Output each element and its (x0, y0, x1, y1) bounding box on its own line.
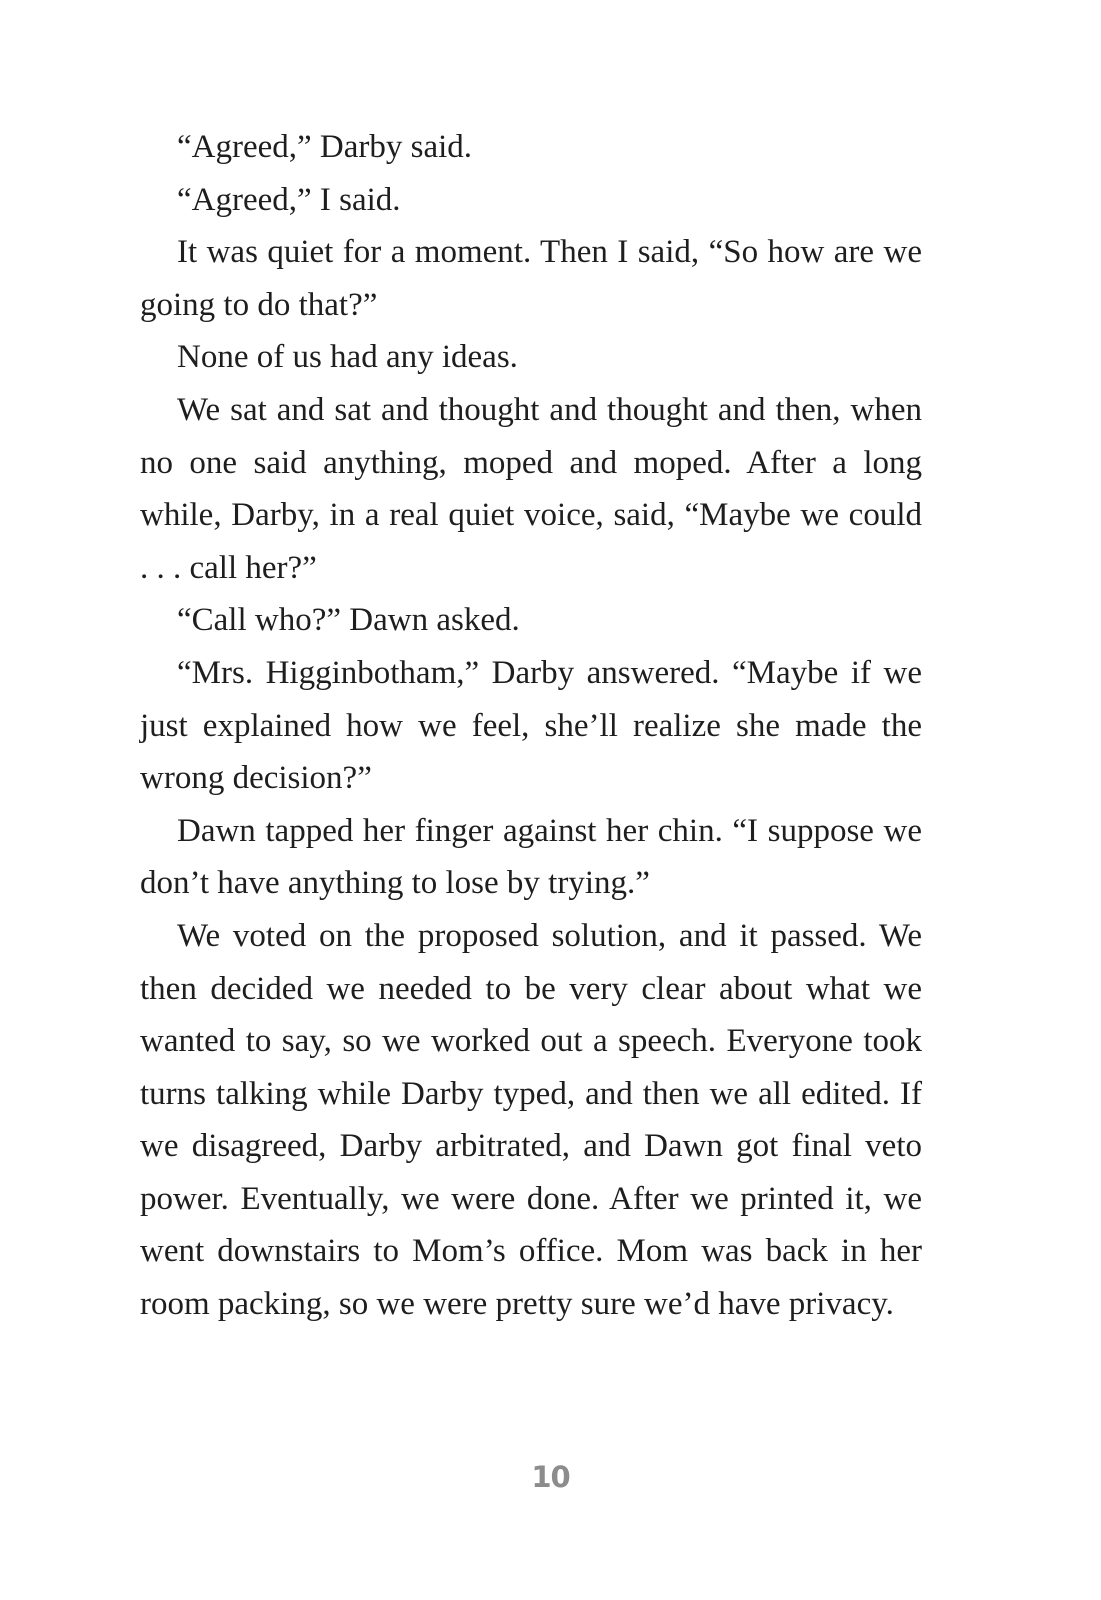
paragraph: We sat and sat and thought and thought and then, when no one said anything, moped and moped. After a long while, Darby, in a real quiet voice, said, “Maybe we could . . . call her?” (140, 391, 922, 586)
paragraph: None of us had any ideas. (177, 339, 518, 376)
paragraph: “Agreed,” I said. (177, 181, 401, 218)
paragraph: It was quiet for a moment. Then I said, “So how are we going to do that?” (140, 234, 922, 323)
paragraph: Dawn tapped her finger against her chin. “I suppose we don’t have anything to lose by trying.” (140, 812, 922, 902)
paragraph: We voted on the proposed solution, and it passed. We then decided we needed to be very clear about what we wanted to say, so we worked out a speech. Everyone took turns talking while Darby typed, and then we all edited. If we disagreed, Darby arbitrated, and Dawn got final veto power. Eventually, we were done. After we printed it, we went downstairs to Mom’s office. Mom was back in her room packing, so we were pretty sure we’d have privacy. (140, 917, 922, 1323)
paragraph: “Agreed,” Darby said. (177, 129, 473, 165)
body-text (140, 121, 922, 1331)
paragraph: “Mrs. Higginbotham,” Darby answered. “Maybe if we just explained how we feel, she’ll realize she made the wrong decision?” (140, 654, 922, 797)
paragraph: “Call who?” Dawn asked. (177, 602, 520, 639)
page-number: 10 (531, 1460, 570, 1494)
